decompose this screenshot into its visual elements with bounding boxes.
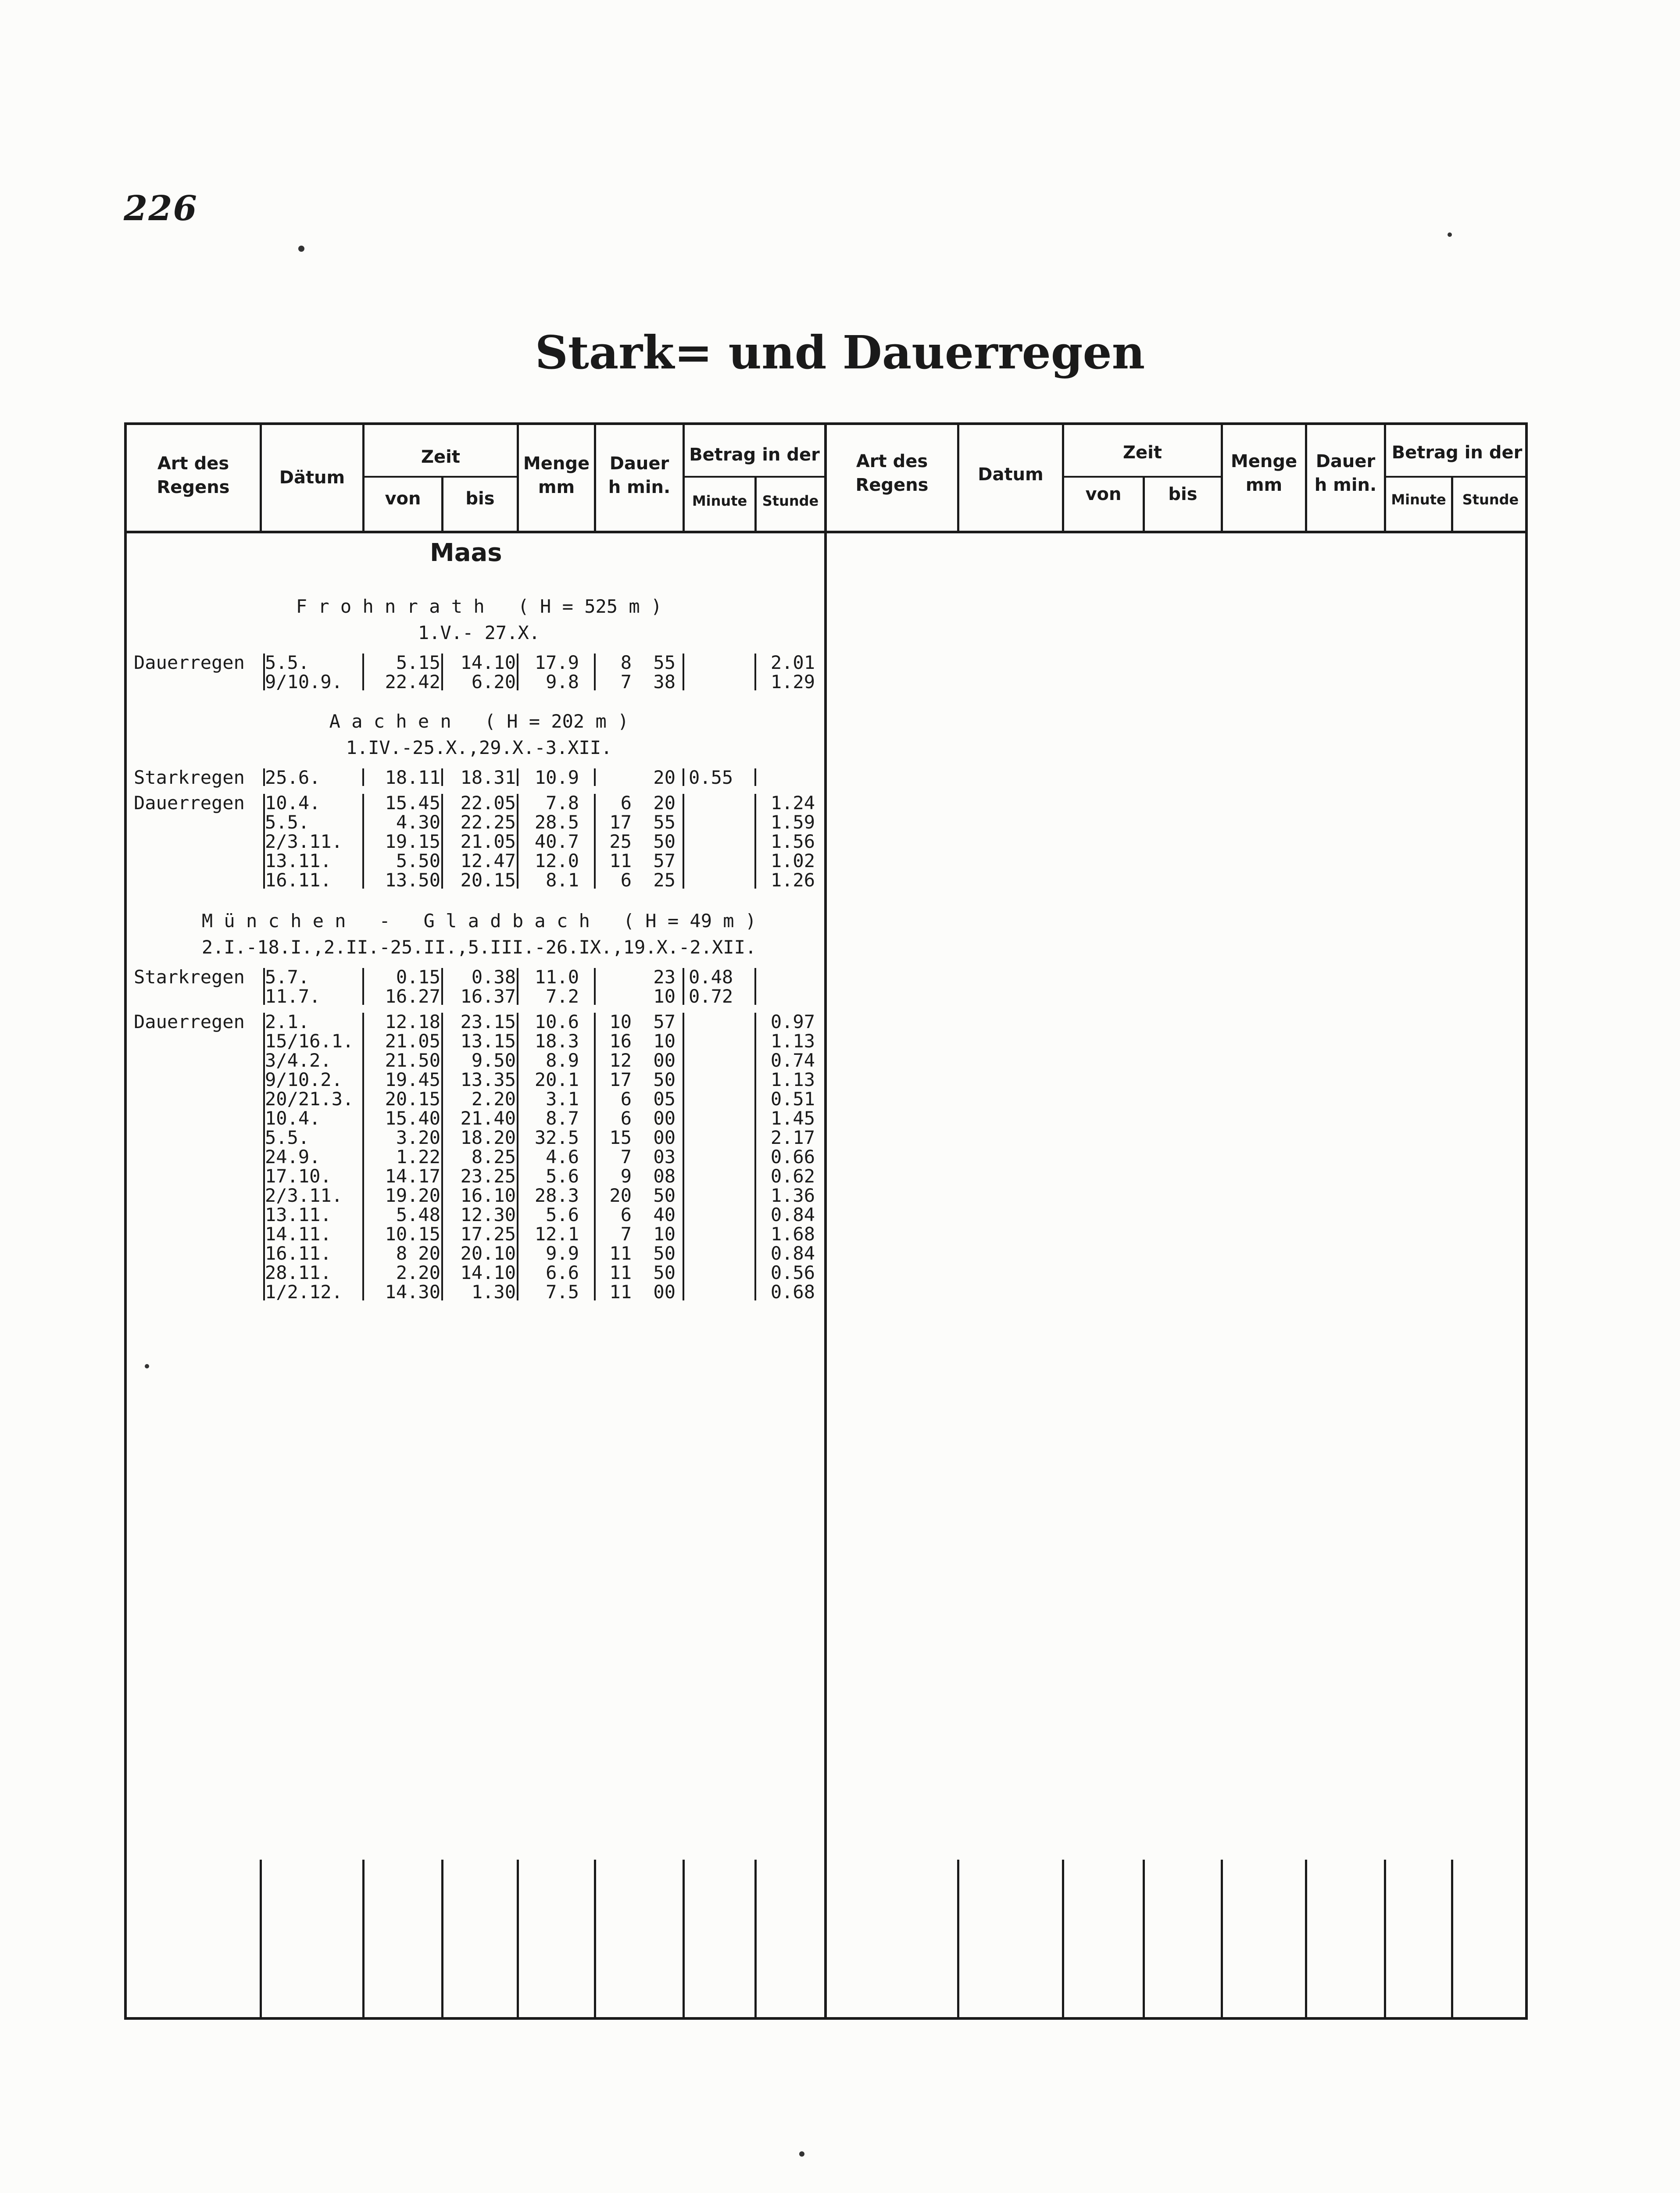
cell-von: 10.15 — [385, 1223, 440, 1245]
speck — [1448, 232, 1452, 237]
header-dauer-line1: Dauer — [1315, 451, 1376, 471]
cell-datum: 5.5. — [265, 652, 310, 673]
cell-dauer-min: 05 — [653, 1088, 676, 1110]
cell-datum: 5.7. — [265, 966, 310, 988]
col-stub — [1221, 1860, 1223, 2020]
cell-menge: 8.9 — [546, 1050, 579, 1071]
cell-bis: 23.15 — [460, 1011, 516, 1032]
cell-menge: 40.7 — [534, 831, 579, 852]
col-stub — [957, 1860, 959, 2020]
cell-von: 5.50 — [396, 850, 440, 871]
cell-dauer-min: 50 — [653, 1185, 676, 1206]
cell-stunde: 1.56 — [770, 831, 815, 852]
cell-stunde: 0.66 — [770, 1146, 815, 1168]
cell-von: 5.15 — [396, 652, 440, 673]
cell-dauer-h: 10 — [609, 1011, 632, 1032]
speck — [799, 2151, 804, 2157]
cell-datum: 10.4. — [265, 1107, 321, 1129]
header-dauer-line2: h min. — [1314, 475, 1377, 495]
cell-stunde: 0.97 — [770, 1011, 815, 1032]
column-rule — [754, 768, 756, 786]
cell-dauer-h: 25 — [609, 831, 632, 852]
station-name: A a c h e n ( H = 202 m ) — [329, 711, 629, 732]
cell-datum: 15/16.1. — [265, 1030, 354, 1052]
cell-dauer-min: 00 — [653, 1281, 676, 1303]
page-number: 226 — [124, 189, 198, 229]
cell-bis: 14.10 — [460, 1262, 516, 1283]
cell-dauer-min: 50 — [653, 1069, 676, 1090]
page-title: Stark= und Dauerregen — [535, 325, 1145, 379]
column-rule — [441, 968, 443, 1005]
cell-menge: 12.0 — [534, 850, 579, 871]
cell-bis: 20.15 — [460, 869, 516, 891]
header-art-line1: Art des — [157, 454, 229, 474]
column-rule — [683, 794, 684, 889]
cell-dauer-h: 8 — [620, 652, 632, 673]
cell-bis: 13.15 — [460, 1030, 516, 1052]
betrag-divider-right — [1385, 476, 1528, 478]
cell-von: 8 20 — [396, 1243, 440, 1264]
cell-datum: 9/10.2. — [265, 1069, 343, 1090]
header-minute-right: Minute — [1391, 491, 1446, 508]
cell-stunde: 0.51 — [770, 1088, 815, 1110]
header-betrag: Betrag in der — [689, 445, 820, 465]
col-stub — [683, 1860, 685, 2020]
cell-von: 19.20 — [385, 1185, 440, 1206]
cell-von: 13.50 — [385, 869, 440, 891]
rain-type: Starkregen — [134, 966, 245, 988]
header-dauer-line2: h min. — [608, 477, 671, 497]
cell-bis: 18.20 — [460, 1127, 516, 1148]
cell-minute: 0.72 — [689, 986, 733, 1007]
rain-type: Dauerregen — [134, 652, 245, 673]
column-rule — [754, 968, 756, 1005]
header-bis: bis — [465, 489, 495, 509]
cell-menge: 7.8 — [546, 792, 579, 814]
cell-von: 22.42 — [385, 671, 440, 693]
cell-stunde: 0.84 — [770, 1204, 815, 1225]
cell-menge: 17.9 — [534, 652, 579, 673]
cell-menge: 8.7 — [546, 1107, 579, 1129]
column-rule — [594, 968, 596, 1005]
cell-dauer-h: 11 — [609, 1262, 632, 1283]
cell-von: 21.50 — [385, 1050, 440, 1071]
cell-von: 1.22 — [396, 1146, 440, 1168]
cell-datum: 9/10.9. — [265, 671, 343, 693]
rain-type: Dauerregen — [134, 792, 245, 814]
header-art-line2: Regens — [855, 475, 929, 495]
header-minute: Minute — [692, 493, 747, 509]
column-rule — [754, 654, 756, 690]
cell-datum: 2/3.11. — [265, 831, 343, 852]
cell-menge: 5.6 — [546, 1165, 579, 1187]
cell-menge: 6.6 — [546, 1262, 579, 1283]
cell-bis: 21.40 — [460, 1107, 516, 1129]
cell-datum: 2.1. — [265, 1011, 310, 1032]
column-rule — [362, 1013, 364, 1300]
cell-menge: 28.5 — [534, 811, 579, 833]
cell-von: 15.40 — [385, 1107, 440, 1129]
column-rule — [754, 794, 756, 889]
cell-stunde: 1.29 — [770, 671, 815, 693]
header-art — [127, 452, 260, 499]
cell-von: 0.15 — [396, 966, 440, 988]
cell-dauer-min: 00 — [653, 1127, 676, 1148]
cell-bis: 0.38 — [471, 966, 516, 988]
cell-bis: 1.30 — [471, 1281, 516, 1303]
cell-von: 21.05 — [385, 1030, 440, 1052]
col-line — [683, 422, 685, 532]
cell-datum: 3/4.2. — [265, 1050, 332, 1071]
column-rule — [594, 654, 596, 690]
header-art-line1: Art des — [856, 451, 928, 471]
cell-datum: 5.5. — [265, 1127, 310, 1148]
cell-von: 19.45 — [385, 1069, 440, 1090]
cell-von: 19.15 — [385, 831, 440, 852]
column-rule — [594, 1013, 596, 1300]
col-line — [1384, 422, 1386, 532]
section-heading: Maas — [430, 539, 502, 567]
col-stub — [1143, 1860, 1145, 2020]
cell-menge: 8.1 — [546, 869, 579, 891]
column-rule — [441, 794, 443, 889]
column-rule — [362, 768, 364, 786]
header-stunde: Stunde — [762, 493, 819, 509]
station-name: F r o h n r a t h ( H = 525 m ) — [296, 596, 662, 617]
cell-von: 12.18 — [385, 1011, 440, 1032]
header-dauer-line1: Dauer — [609, 454, 669, 474]
cell-von: 15.45 — [385, 792, 440, 814]
cell-von: 18.11 — [385, 767, 440, 788]
column-rule — [517, 768, 518, 786]
column-rule — [263, 794, 265, 889]
column-rule — [441, 768, 443, 786]
cell-dauer-h: 7 — [620, 671, 632, 693]
column-rule — [441, 1013, 443, 1300]
cell-menge: 10.9 — [534, 767, 579, 788]
column-rule — [683, 1013, 684, 1300]
header-dauer-right — [1307, 450, 1384, 497]
cell-von: 5.48 — [396, 1204, 440, 1225]
cell-datum: 17.10. — [265, 1165, 332, 1187]
cell-dauer-h: 6 — [620, 869, 632, 891]
column-rule — [683, 654, 684, 690]
header-art-line2: Regens — [157, 477, 230, 497]
cell-menge: 5.6 — [546, 1204, 579, 1225]
cell-dauer-min: 20 — [653, 767, 676, 788]
cell-bis: 2.20 — [471, 1088, 516, 1110]
cell-bis: 18.31 — [460, 767, 516, 788]
cell-dauer-min: 40 — [653, 1204, 676, 1225]
cell-von: 4.30 — [396, 811, 440, 833]
cell-datum: 28.11. — [265, 1262, 332, 1283]
cell-datum: 20/21.3. — [265, 1088, 354, 1110]
header-von: von — [385, 489, 421, 509]
cell-menge: 12.1 — [534, 1223, 579, 1245]
cell-stunde: 2.01 — [770, 652, 815, 673]
cell-dauer-h: 6 — [620, 1204, 632, 1225]
cell-dauer-min: 57 — [653, 850, 676, 871]
cell-datum: 14.11. — [265, 1223, 332, 1245]
cell-dauer-min: 55 — [653, 652, 676, 673]
cell-bis: 20.10 — [460, 1243, 516, 1264]
cell-menge: 3.1 — [546, 1088, 579, 1110]
cell-datum: 16.11. — [265, 1243, 332, 1264]
col-stub — [1384, 1860, 1386, 2020]
station-period: 1.IV.-25.X.,29.X.-3.XII. — [346, 737, 612, 758]
header-zeit: Zeit — [421, 447, 460, 467]
cell-dauer-min: 10 — [653, 1223, 676, 1245]
cell-bis: 22.05 — [460, 792, 516, 814]
cell-dauer-min: 55 — [653, 811, 676, 833]
cell-menge: 10.6 — [534, 1011, 579, 1032]
cell-dauer-h: 7 — [620, 1223, 632, 1245]
column-rule — [517, 794, 518, 889]
cell-datum: 13.11. — [265, 1204, 332, 1225]
cell-dauer-min: 20 — [653, 792, 676, 814]
cell-menge: 4.6 — [546, 1146, 579, 1168]
column-rule — [683, 968, 684, 1005]
rain-type: Dauerregen — [134, 1011, 245, 1032]
station-period: 2.I.-18.I.,2.II.-25.II.,5.III.-26.IX.,19.X.-2.XII. — [201, 936, 757, 958]
zeit-divider-left — [363, 476, 517, 478]
cell-von: 20.15 — [385, 1088, 440, 1110]
cell-stunde: 1.13 — [770, 1069, 815, 1090]
cell-dauer-min: 50 — [653, 831, 676, 852]
station-period: 1.V.- 27.X. — [418, 622, 540, 643]
header-art-right — [827, 450, 957, 497]
column-rule — [263, 768, 265, 786]
column-rule — [517, 654, 518, 690]
col-stub — [441, 1860, 443, 2020]
column-rule — [754, 1013, 756, 1300]
cell-dauer-min: 25 — [653, 869, 676, 891]
cell-stunde: 1.13 — [770, 1030, 815, 1052]
cell-dauer-h: 7 — [620, 1146, 632, 1168]
center-divider — [824, 422, 827, 2020]
cell-dauer-h: 17 — [609, 1069, 632, 1090]
cell-dauer-h: 11 — [609, 850, 632, 871]
col-stub — [260, 1860, 262, 2020]
cell-dauer-h: 9 — [620, 1165, 632, 1187]
cell-stunde: 1.68 — [770, 1223, 815, 1245]
cell-menge: 7.2 — [546, 986, 579, 1007]
cell-dauer-min: 03 — [653, 1146, 676, 1168]
header-von-right: von — [1085, 484, 1122, 504]
col-stub — [594, 1860, 596, 2020]
cell-bis: 8.25 — [471, 1146, 516, 1168]
cell-menge: 28.3 — [534, 1185, 579, 1206]
header-betrag-right: Betrag in der — [1391, 443, 1523, 463]
cell-bis: 21.05 — [460, 831, 516, 852]
cell-bis: 16.37 — [460, 986, 516, 1007]
station-name: M ü n c h e n - G l a d b a c h ( H = 49 m ) — [201, 910, 757, 932]
zeit-divider-right — [1063, 476, 1222, 478]
cell-datum: 2/3.11. — [265, 1185, 343, 1206]
cell-dauer-min: 23 — [653, 966, 676, 988]
header-menge-line2: mm — [1245, 475, 1283, 495]
cell-dauer-min: 50 — [653, 1262, 676, 1283]
column-rule — [517, 1013, 518, 1300]
cell-dauer-h: 16 — [609, 1030, 632, 1052]
cell-menge: 9.8 — [546, 671, 579, 693]
cell-menge: 9.9 — [546, 1243, 579, 1264]
cell-stunde: 1.02 — [770, 850, 815, 871]
cell-dauer-min: 38 — [653, 671, 676, 693]
col-stub — [517, 1860, 519, 2020]
header-menge — [519, 452, 594, 499]
cell-bis: 12.47 — [460, 850, 516, 871]
cell-stunde: 1.26 — [770, 869, 815, 891]
cell-bis: 13.35 — [460, 1069, 516, 1090]
col-stub — [1062, 1860, 1064, 2020]
col-stub — [1305, 1860, 1307, 2020]
column-rule — [594, 794, 596, 889]
header-menge-right — [1223, 450, 1305, 497]
cell-dauer-min: 57 — [653, 1011, 676, 1032]
cell-dauer-min: 00 — [653, 1050, 676, 1071]
header-datum: Dätum — [279, 468, 345, 488]
speck — [145, 1364, 149, 1368]
column-rule — [441, 654, 443, 690]
column-rule — [517, 968, 518, 1005]
col-line — [1062, 422, 1064, 532]
cell-bis: 23.25 — [460, 1165, 516, 1187]
cell-menge: 11.0 — [534, 966, 579, 988]
header-dauer — [596, 452, 683, 499]
cell-stunde: 0.68 — [770, 1281, 815, 1303]
cell-datum: 13.11. — [265, 850, 332, 871]
cell-menge: 32.5 — [534, 1127, 579, 1148]
cell-datum: 24.9. — [265, 1146, 321, 1168]
cell-menge: 20.1 — [534, 1069, 579, 1090]
cell-bis: 9.50 — [471, 1050, 516, 1071]
cell-bis: 16.10 — [460, 1185, 516, 1206]
cell-stunde: 1.45 — [770, 1107, 815, 1129]
cell-minute: 0.48 — [689, 966, 733, 988]
column-rule — [263, 968, 265, 1005]
column-rule — [263, 1013, 265, 1300]
header-stunde-right: Stunde — [1462, 491, 1519, 508]
cell-dauer-h: 11 — [609, 1281, 632, 1303]
header-menge-line1: Menge — [1230, 451, 1298, 471]
cell-dauer-h: 15 — [609, 1127, 632, 1148]
cell-dauer-h: 12 — [609, 1050, 632, 1071]
column-rule — [362, 968, 364, 1005]
cell-datum: 5.5. — [265, 811, 310, 833]
cell-bis: 6.20 — [471, 671, 516, 693]
cell-dauer-min: 00 — [653, 1107, 676, 1129]
cell-stunde: 1.59 — [770, 811, 815, 833]
cell-datum: 10.4. — [265, 792, 321, 814]
cell-dauer-h: 6 — [620, 1107, 632, 1129]
header-zeit-right: Zeit — [1123, 443, 1162, 463]
cell-datum: 16.11. — [265, 869, 332, 891]
cell-von: 16.27 — [385, 986, 440, 1007]
header-datum-right: Datum — [978, 464, 1044, 485]
col-stub — [362, 1860, 365, 2020]
cell-dauer-h: 6 — [620, 792, 632, 814]
column-rule — [683, 768, 684, 786]
cell-datum: 11.7. — [265, 986, 321, 1007]
cell-minute: 0.55 — [689, 767, 733, 788]
cell-bis: 12.30 — [460, 1204, 516, 1225]
col-line — [362, 422, 365, 532]
header-menge-line2: mm — [538, 477, 575, 497]
col-stub — [754, 1860, 757, 2020]
cell-datum: 1/2.12. — [265, 1281, 343, 1303]
cell-bis: 14.10 — [460, 652, 516, 673]
cell-dauer-h: 11 — [609, 1243, 632, 1264]
cell-von: 2.20 — [396, 1262, 440, 1283]
cell-stunde: 0.62 — [770, 1165, 815, 1187]
column-rule — [594, 768, 596, 786]
cell-von: 14.30 — [385, 1281, 440, 1303]
cell-dauer-min: 10 — [653, 1030, 676, 1052]
header-menge-line1: Menge — [523, 454, 590, 474]
column-rule — [362, 794, 364, 889]
cell-dauer-h: 20 — [609, 1185, 632, 1206]
cell-bis: 22.25 — [460, 811, 516, 833]
cell-stunde: 1.24 — [770, 792, 815, 814]
cell-stunde: 1.36 — [770, 1185, 815, 1206]
cell-von: 3.20 — [396, 1127, 440, 1148]
header-bis-right: bis — [1168, 484, 1197, 504]
rain-type: Starkregen — [134, 767, 245, 788]
cell-stunde: 0.56 — [770, 1262, 815, 1283]
speck — [298, 246, 304, 252]
cell-dauer-min: 08 — [653, 1165, 676, 1187]
cell-stunde: 0.84 — [770, 1243, 815, 1264]
column-rule — [263, 654, 265, 690]
cell-stunde: 2.17 — [770, 1127, 815, 1148]
cell-dauer-h: 6 — [620, 1088, 632, 1110]
cell-datum: 25.6. — [265, 767, 321, 788]
cell-stunde: 0.74 — [770, 1050, 815, 1071]
column-rule — [362, 654, 364, 690]
cell-menge: 18.3 — [534, 1030, 579, 1052]
cell-dauer-h: 17 — [609, 811, 632, 833]
cell-menge: 7.5 — [546, 1281, 579, 1303]
cell-dauer-min: 10 — [653, 986, 676, 1007]
cell-von: 14.17 — [385, 1165, 440, 1187]
cell-bis: 17.25 — [460, 1223, 516, 1245]
col-stub — [1451, 1860, 1453, 2020]
cell-dauer-min: 50 — [653, 1243, 676, 1264]
